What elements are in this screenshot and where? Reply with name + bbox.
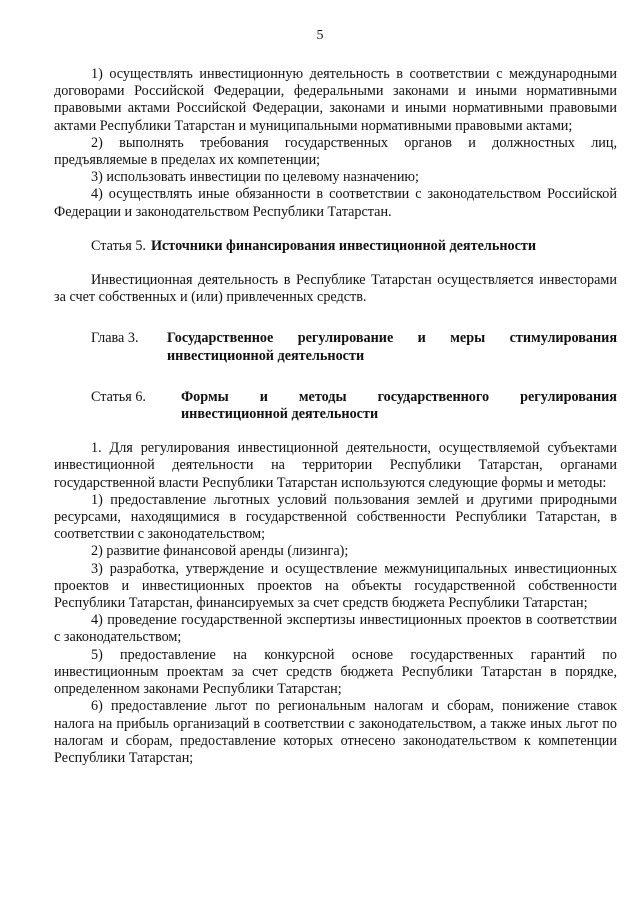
article-5-text: Инвестиционная деятельность в Республике Татарстан осуществляется инвесторами за счет собственных и (или) привлеченных средств. <box>54 272 617 306</box>
article-6-item-6: 6) предоставление льгот по региональным налогам и сборам, понижение ставок налога на прибыль организаций в соответствии с законодательством, а также иных льгот по налогам и сборам, предоставление которых отнесено законодательством к компетенции Республики Татарстан; <box>54 698 617 766</box>
article-6-item-3: 3) разработка, утверждение и осуществление межмуниципальных инвестиционных проектов и инвестиционных проектов на объекты государственной собственности Республики Татарстан, финансируемых за счет средств бюджета Республики Татарстан; <box>54 560 617 612</box>
chapter-3-heading <box>54 330 617 364</box>
paragraph-duty-4: 4) осуществлять иные обязанности в соответствии с законодательством Российской Федерации и законодательством Республики Татарстан. <box>54 186 617 220</box>
article-6-item-1: 1) предоставление льготных условий пользования землей и другими природными ресурсами, находящимися в государственной собственности Республики Татарстан, в соответствии с законодательством; <box>54 491 617 543</box>
article-5-heading <box>54 238 617 255</box>
article-6-item-5: 5) предоставление на конкурсной основе государственных гарантий по инвестиционным проектам за счет средств бюджета Республики Татарстан в порядке, определенном законами Республики Татарстан; <box>54 646 617 698</box>
article-5-title: Источники финансирования инвестиционной деятельности <box>150 237 537 254</box>
article-6-title: Формы и методы государственного регулирования инвестиционной деятельности <box>181 388 617 423</box>
paragraph-duty-2: 2) выполнять требования государственных органов и должностных лиц, предъявляемые в пределах их компетенции; <box>54 134 617 169</box>
paragraph-duty-3: 3) использовать инвестиции по целевому назначению; <box>91 169 419 186</box>
chapter-3-label: Глава 3. <box>91 330 139 347</box>
article-6-item-2: 2) развитие финансовой аренды (лизинга); <box>91 543 349 560</box>
chapter-3-title: Государственное регулирование и меры стимулирования инвестиционной деятельности <box>167 330 617 364</box>
article-5-label: Статья 5. <box>91 237 146 254</box>
paragraph-duty-1: 1) осуществлять инвестиционную деятельность в соответствии с международными договорами Российской Федерации, федеральными законами и иными нормативными правовыми актами Российской Федерации, законами и иными нормативными правовыми актами Республики Татарстан и муниципальными нормативными правовыми актами; <box>54 66 617 134</box>
page-number: 5 <box>316 28 324 43</box>
article-6-item-4: 4) проведение государственной экспертизы инвестиционных проектов в соответствии с законодательством; <box>54 612 617 646</box>
article-6-heading <box>54 389 617 423</box>
document-body <box>54 66 617 767</box>
article-6-paragraph-1: 1. Для регулирования инвестиционной деятельности, осуществляемой субъектами инвестиционной деятельности на территории Республики Татарстан, органами государственной власти Республики Татарстан используются следующие формы и методы: <box>54 440 617 491</box>
article-6-label: Статья 6. <box>91 388 146 405</box>
